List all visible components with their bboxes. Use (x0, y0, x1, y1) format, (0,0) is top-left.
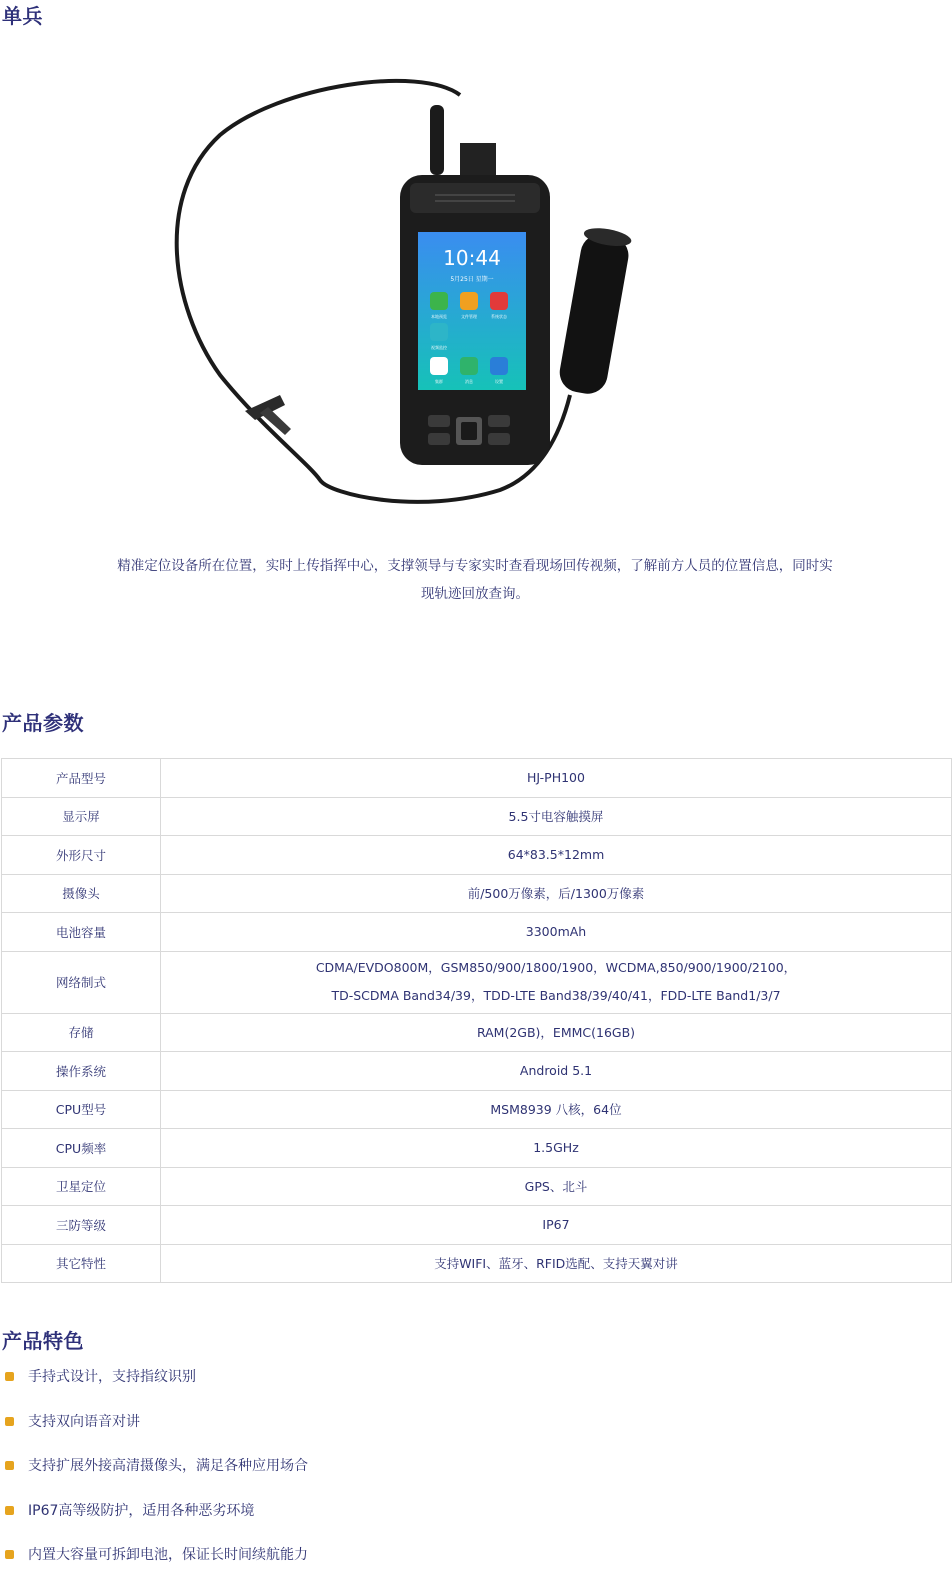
spec-key: 存储 (2, 1013, 161, 1052)
page-title: 单兵 (2, 4, 43, 28)
spec-value: 1.5GHz (161, 1129, 952, 1168)
spec-value: IP67 (161, 1206, 952, 1245)
spec-table (1, 758, 952, 1283)
spec-value: 支持WIFI、蓝牙、RFID选配、支持天翼对讲 (161, 1244, 952, 1283)
table-row (2, 759, 952, 798)
spec-value: Android 5.1 (161, 1052, 952, 1091)
svg-text:系统状态: 系统状态 (491, 314, 507, 319)
description-line: 精准定位设备所在位置，实时上传指挥中心，支撑领导与专家实时查看现场回传视频，了解前方人员的位置信息，同时实 (117, 558, 833, 574)
spec-key: 网络制式 (2, 951, 161, 1013)
spec-key: CPU频率 (2, 1129, 161, 1168)
bullet-icon (5, 1550, 14, 1559)
svg-text:10:44: 10:44 (443, 246, 501, 270)
spec-key: 其它特性 (2, 1244, 161, 1283)
spec-value: 3300mAh (161, 913, 952, 952)
spec-value: 64*83.5*12mm (161, 836, 952, 875)
product-description (90, 552, 860, 608)
table-row (2, 1052, 952, 1091)
list-item (0, 1544, 308, 1589)
table-row (2, 913, 952, 952)
feature-text: 支持双向语音对讲 (28, 1413, 140, 1430)
list-item (0, 1411, 308, 1456)
table-row (2, 1013, 952, 1052)
spec-key: 操作系统 (2, 1052, 161, 1091)
spec-key: 外形尺寸 (2, 836, 161, 875)
svg-text:5月25日 星期一: 5月25日 星期一 (450, 276, 494, 283)
bullet-icon (5, 1372, 14, 1381)
feature-text: 手持式设计，支持指纹识别 (28, 1369, 196, 1385)
bullet-icon (5, 1461, 14, 1470)
table-row (2, 836, 952, 875)
svg-text:本地预览: 本地预览 (431, 314, 447, 319)
spec-value: HJ-PH100 (161, 759, 952, 798)
spec-key: 显示屏 (2, 797, 161, 836)
list-item (0, 1500, 308, 1545)
table-row (2, 1167, 952, 1206)
svg-text:设置: 设置 (495, 379, 503, 384)
spec-value (161, 951, 952, 1013)
spec-key: 摄像头 (2, 874, 161, 913)
feature-list (0, 1366, 308, 1589)
table-row (2, 951, 952, 1013)
table-row (2, 874, 952, 913)
list-item (0, 1366, 308, 1411)
spec-value-line: TD-SCDMA Band34/39，TDD-LTE Band38/39/40/41，FDD-LTE Band1/3/7 (331, 988, 781, 1003)
spec-value: RAM(2GB)，EMMC(16GB) (161, 1013, 952, 1052)
description-line: 现轨迹回放查询。 (421, 586, 529, 602)
spec-key: CPU型号 (2, 1090, 161, 1129)
svg-text:消息: 消息 (465, 379, 473, 384)
table-row (2, 1244, 952, 1283)
table-row (2, 1090, 952, 1129)
section-title-features: 产品特色 (2, 1329, 84, 1353)
svg-text:集群: 集群 (435, 379, 443, 384)
spec-value-line: CDMA/EVDO800M，GSM850/900/1800/1900，WCDMA,850/900/1900/2100， (315, 960, 797, 975)
product-image (160, 75, 650, 515)
spec-key: 电池容量 (2, 913, 161, 952)
list-item (0, 1455, 308, 1500)
table-row (2, 1206, 952, 1245)
svg-text:文件管理: 文件管理 (461, 314, 477, 319)
spec-value: MSM8939 八核，64位 (161, 1090, 952, 1129)
spec-key: 三防等级 (2, 1206, 161, 1245)
bullet-icon (5, 1506, 14, 1515)
feature-text: 支持扩展外接高清摄像头，满足各种应用场合 (28, 1458, 308, 1474)
bullet-icon (5, 1417, 14, 1426)
spec-key: 产品型号 (2, 759, 161, 798)
section-title-params: 产品参数 (2, 711, 84, 735)
table-row (2, 1129, 952, 1168)
spec-value: 5.5寸电容触摸屏 (161, 797, 952, 836)
spec-value: 前/500万像素，后/1300万像素 (161, 874, 952, 913)
svg-text:视频监控: 视频监控 (431, 345, 447, 350)
feature-text: IP67高等级防护，适用各种恶劣环境 (28, 1502, 255, 1519)
table-row (2, 797, 952, 836)
spec-value: GPS、北斗 (161, 1167, 952, 1206)
feature-text: 内置大容量可拆卸电池，保证长时间续航能力 (28, 1547, 308, 1563)
spec-key: 卫星定位 (2, 1167, 161, 1206)
